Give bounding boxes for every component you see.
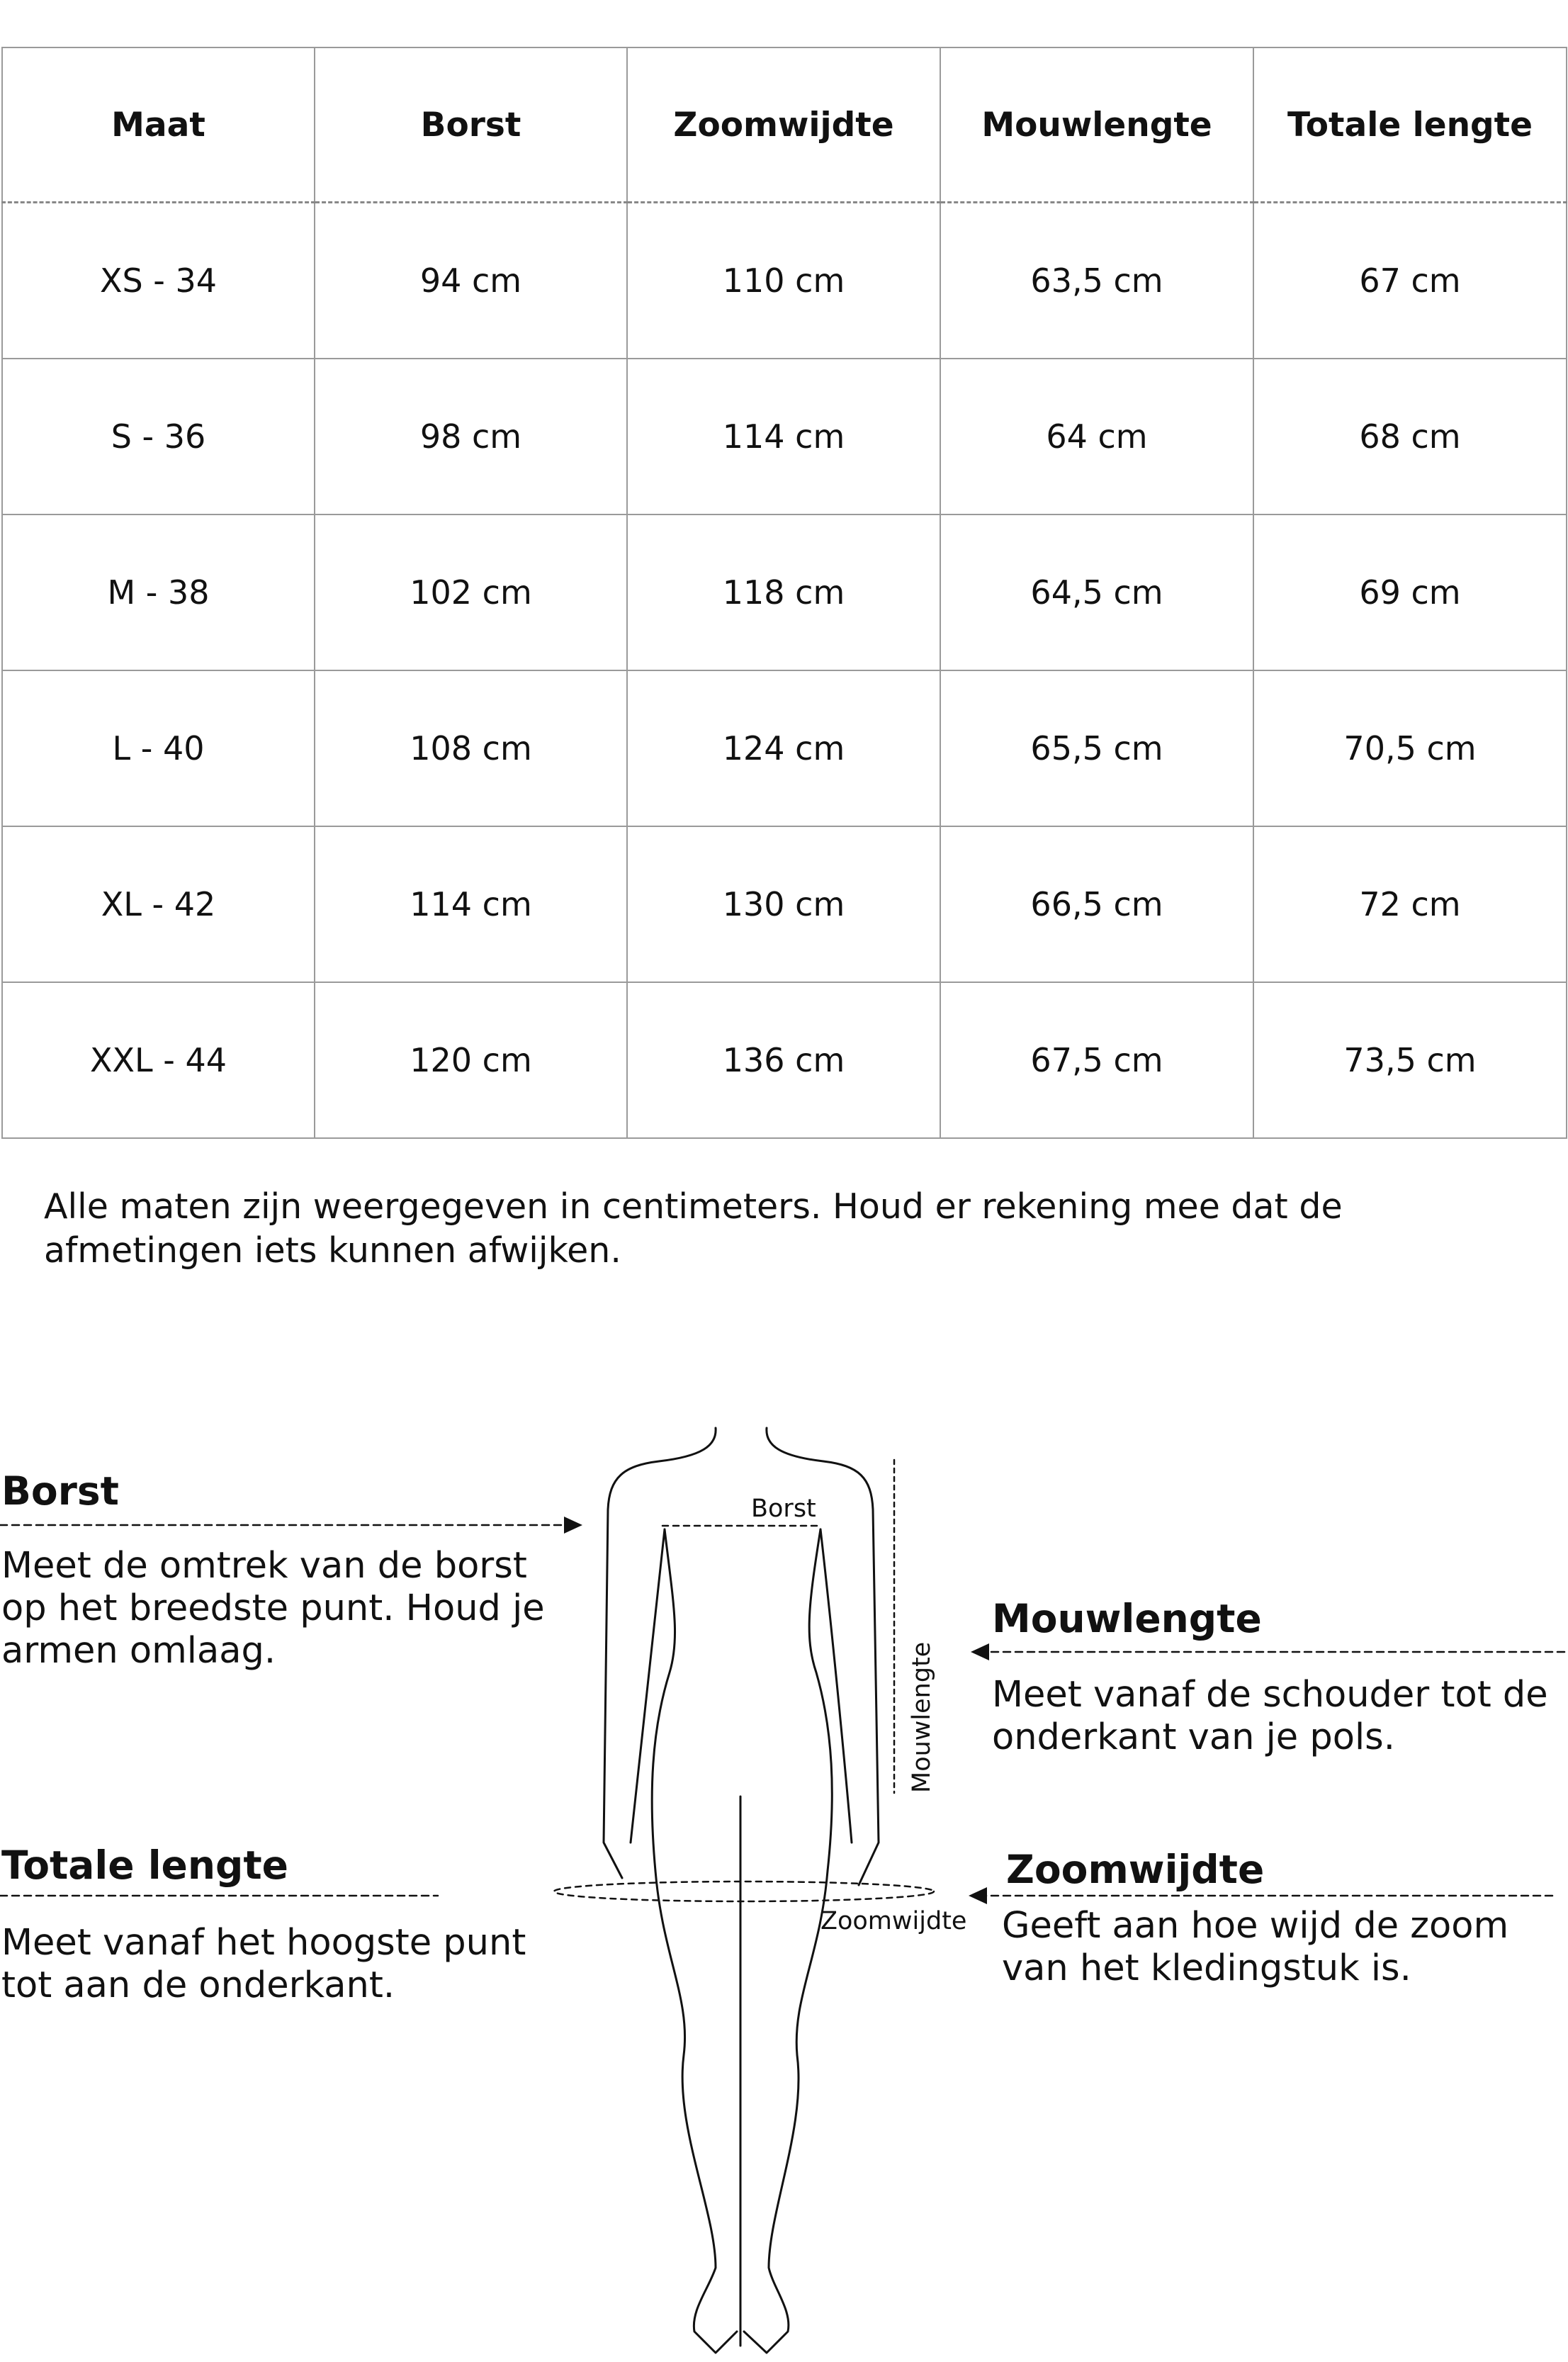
table-cell: 70,5 cm — [1253, 670, 1567, 826]
table-cell: 102 cm — [315, 514, 627, 670]
table-cell: 68 cm — [1253, 359, 1567, 514]
table-cell: XS - 34 — [2, 203, 315, 359]
figure-outline — [631, 1529, 665, 1843]
table-cell: 64,5 cm — [940, 514, 1253, 670]
table-cell: 114 cm — [627, 359, 940, 514]
figure-outline — [744, 1871, 828, 2353]
table-row — [2, 203, 1567, 359]
figure-outline — [652, 1529, 675, 1871]
header-zoomwijdte: Zoomwijdte — [627, 47, 940, 203]
guide-title-mouwlengte: Mouwlengte — [992, 1596, 1262, 1641]
table-cell: 118 cm — [627, 514, 940, 670]
figure-outline — [809, 1529, 832, 1871]
guide-desc-zoomwijdte: Geeft aan hoe wijd de zoom van het kledingstuk is. — [1002, 1905, 1509, 1989]
figure-label-borst: Borst — [751, 1495, 816, 1523]
header-mouwlengte: Mouwlengte — [940, 47, 1253, 203]
table-cell: 67,5 cm — [940, 982, 1253, 1138]
header-borst: Borst — [315, 47, 627, 203]
mouwlengte-arrow-icon — [971, 1643, 989, 1660]
table-cell: 114 cm — [315, 826, 627, 982]
table-cell: 69 cm — [1253, 514, 1567, 670]
table-cell: 108 cm — [315, 670, 627, 826]
table-cell: 110 cm — [627, 203, 940, 359]
measurement-note: Alle maten zijn weergegeven in centimeters. Houd er rekening mee dat de afmetingen iets kunnen afwijken. — [44, 1186, 1343, 1271]
table-cell: 124 cm — [627, 670, 940, 826]
table-row — [2, 670, 1567, 826]
table-cell: 94 cm — [315, 203, 627, 359]
table-cell: 98 cm — [315, 359, 627, 514]
guide-title-zoomwijdte: Zoomwijdte — [1006, 1847, 1265, 1892]
size-table — [1, 47, 1567, 1139]
header-maat: Maat — [2, 47, 315, 203]
table-row — [2, 514, 1567, 670]
figure-outline — [604, 1428, 716, 1878]
table-cell: 64 cm — [940, 359, 1253, 514]
table-row — [2, 826, 1567, 982]
header-totale-lengte: Totale lengte — [1253, 47, 1567, 203]
table-row — [2, 982, 1567, 1138]
table-cell: 63,5 cm — [940, 203, 1253, 359]
table-cell: 66,5 cm — [940, 826, 1253, 982]
borst-arrow-icon — [564, 1517, 582, 1534]
guide-desc-borst: Meet de omtrek van de borst op het breedste punt. Houd je armen omlaag. — [1, 1545, 545, 1672]
figure-outline — [820, 1529, 852, 1843]
zoomwijdte-arrow-icon — [969, 1887, 987, 1904]
table-cell: L - 40 — [2, 670, 315, 826]
table-cell: XL - 42 — [2, 826, 315, 982]
table-row — [2, 359, 1567, 514]
figure-label-zoomwijdte: Zoomwijdte — [820, 1907, 967, 1935]
guide-desc-mouwlengte: Meet vanaf de schouder tot de onderkant van je pols. — [992, 1674, 1548, 1758]
guide-desc-totale-lengte: Meet vanaf het hoogste punt tot aan de onderkant. — [1, 1922, 526, 2006]
table-header-row — [2, 47, 1567, 203]
table-cell: S - 36 — [2, 359, 315, 514]
guide-title-totale-lengte: Totale lengte — [1, 1843, 288, 1888]
table-cell: 65,5 cm — [940, 670, 1253, 826]
table-cell: 130 cm — [627, 826, 940, 982]
figure-label-mouwlengte: Mouwlengte — [908, 1641, 936, 1793]
guide-title-borst: Borst — [1, 1468, 119, 1514]
table-cell: XXL - 44 — [2, 982, 315, 1138]
table-cell: 72 cm — [1253, 826, 1567, 982]
figure-outline — [655, 1871, 737, 2353]
table-cell: 67 cm — [1253, 203, 1567, 359]
table-cell: 136 cm — [627, 982, 940, 1138]
table-cell: 73,5 cm — [1253, 982, 1567, 1138]
table-cell: 120 cm — [315, 982, 627, 1138]
hem-measure-ellipse — [554, 1882, 934, 1901]
table-cell: M - 38 — [2, 514, 315, 670]
